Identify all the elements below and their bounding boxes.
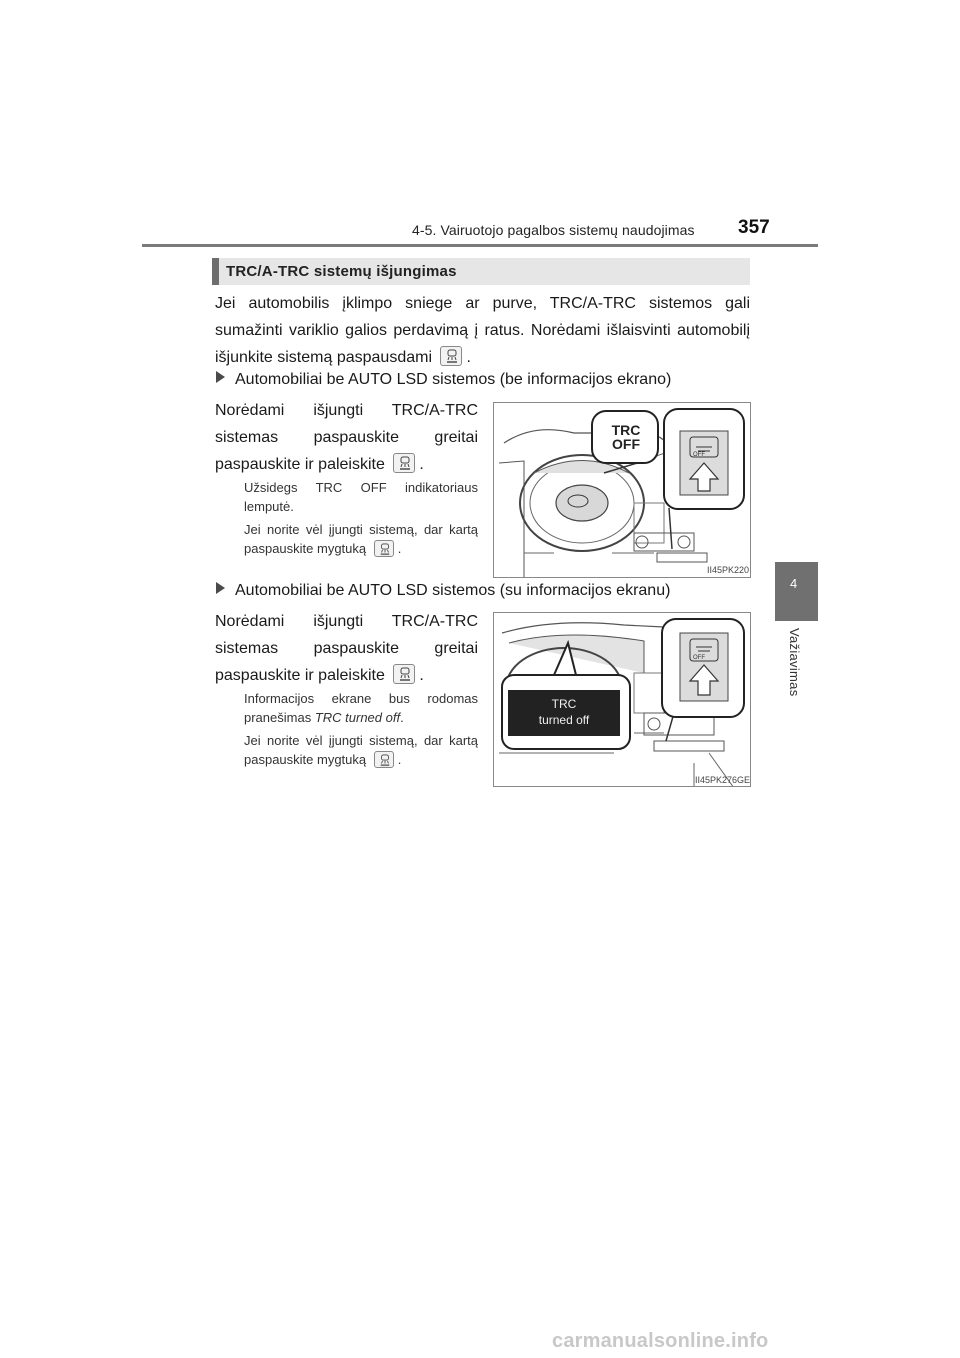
block2-note1-italic: TRC turned off (314, 710, 401, 725)
block2-note1-para (244, 689, 478, 727)
chapter-title: 4-5. Vairuotojo pagalbos sistemų naudojimas (412, 222, 695, 238)
trc-off-button-icon (440, 346, 462, 366)
section-title: TRC/A-TRC sistemų išjungimas (226, 263, 457, 280)
block2-step-line1: Norėdami išjungti TRC/A-TRC (215, 613, 478, 630)
figure-code: II45PK276GE (695, 775, 751, 785)
display-line2: turned off (538, 713, 590, 727)
block2-step-period: . (419, 667, 424, 684)
block1-step-period: . (419, 456, 424, 473)
trc-off-button-icon (374, 751, 394, 768)
block1-note2-para (244, 520, 478, 558)
figure-code: II45PK220 (707, 565, 750, 575)
display-line1: TRC (551, 697, 577, 711)
trc-off-button-icon (374, 540, 394, 557)
bullet-triangle-icon (216, 371, 225, 383)
intro-text: Jei automobilis įklimpo sniege ar purve, TRC/A-TRC sistemos gali sumažinti variklio galios perdavimą į ratus. Norėdami išlaisvinti automobilį išjunkite sistemą paspausdami (215, 295, 750, 366)
block1-note1: Užsidegs TRC OFF indikatoriaus lemputė. (244, 480, 478, 514)
block1-step-line2: sistemas paspauskite greitai (215, 429, 478, 446)
block2-note2-para (244, 731, 478, 769)
block2-heading (216, 582, 670, 600)
intro-period: . (466, 349, 471, 366)
chapter-tab (775, 562, 818, 621)
block2-step-line2: sistemas paspauskite greitai (215, 640, 478, 657)
block2-note1-period: . (400, 710, 404, 725)
block2-step (215, 608, 478, 689)
trc-off-callout-line1: TRC (611, 422, 641, 438)
figure-dashboard-trc-off (493, 402, 751, 578)
block1-heading (216, 371, 671, 389)
block1-notes (244, 478, 478, 562)
trc-off-callout (603, 423, 649, 451)
block2-notes (244, 689, 478, 773)
page-number: 357 (738, 217, 770, 238)
intro-paragraph (215, 290, 750, 371)
section-header-accent (212, 258, 219, 285)
block1-heading-text: Automobiliai be AUTO LSD sistemos (be informacijos ekrano) (235, 371, 672, 388)
trc-off-button-icon (393, 664, 415, 684)
block1-step-line1: Norėdami išjungti TRC/A-TRC (215, 402, 478, 419)
block2-note1: Informacijos ekrane bus rodomas pranešimas (244, 691, 478, 725)
display-message (514, 696, 614, 728)
block1-step-line3: paspauskite ir paleiskite (215, 456, 385, 473)
block2-note2: Jei norite vėl įjungti sistemą, dar kartą paspauskite mygtuką (244, 733, 478, 767)
bullet-triangle-icon (216, 582, 225, 594)
watermark: carmanualsonline.info (552, 1330, 769, 1352)
block2-heading-text: Automobiliai be AUTO LSD sistemos (su informacijos ekranu) (235, 582, 671, 599)
block2-step-line3: paspauskite ir paleiskite (215, 667, 385, 684)
chapter-tab-label: Važiavimas (787, 628, 802, 697)
trc-off-button-icon (393, 453, 415, 473)
block1-note2: Jei norite vėl įjungti sistemą, dar kartą paspauskite mygtuką (244, 522, 478, 556)
block1-note2-period: . (397, 541, 402, 556)
figure-display-trc-turned-off (493, 612, 751, 787)
trc-off-callout-line2: OFF (612, 436, 640, 452)
header-divider (142, 244, 818, 247)
block1-step (215, 397, 478, 478)
button-off-label: OFF (693, 655, 705, 661)
block2-note2-period: . (397, 752, 402, 767)
chapter-tab-number: 4 (790, 576, 798, 591)
button-off-label: OFF (693, 452, 705, 458)
